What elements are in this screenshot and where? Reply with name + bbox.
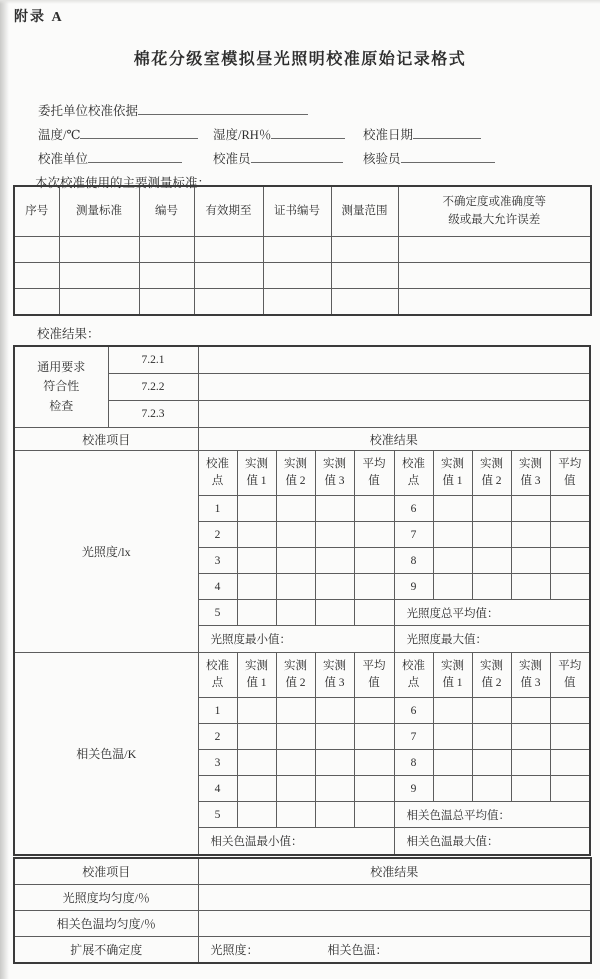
cct-value-cell: [276, 698, 315, 724]
standards-empty-cell: [139, 289, 194, 316]
cct-measure-header: [511, 653, 550, 698]
illuminance-value-cell: [433, 574, 472, 600]
measure-header-text: 校准点: [206, 457, 229, 487]
cal-unit-blank-line: [88, 149, 182, 163]
illuminance-measure-header: [550, 451, 590, 496]
cct-value-cell: [511, 698, 550, 724]
cct-measure-header: [198, 653, 237, 698]
basis-label: 委托单位校准依据: [38, 104, 139, 118]
standards-empty-cell: [59, 237, 139, 263]
illuminance-point-9: 9: [394, 574, 433, 600]
standards-empty-cell: [14, 237, 59, 263]
standards-empty-cell: [194, 237, 263, 263]
general-result-723: [198, 401, 590, 428]
standards-empty-row: [14, 289, 591, 316]
illuminance-value-cell: [315, 600, 354, 626]
illuminance-value-cell: [276, 600, 315, 626]
measure-header-text: 实测值 2: [284, 659, 307, 689]
cct-value-cell: [276, 750, 315, 776]
cct-value-cell: [433, 698, 472, 724]
measure-header-text: 校准点: [402, 457, 425, 487]
general-item-721: 7.2.1: [108, 346, 198, 374]
standards-empty-cell: [194, 289, 263, 316]
standards-empty-cell: [14, 289, 59, 316]
measure-header-text: 校准点: [402, 659, 425, 689]
cct-section-label: 相关色温/K: [14, 653, 198, 856]
general-result-722: [198, 374, 590, 401]
temperature-blank-line: [80, 125, 198, 139]
general-check-row-1: [14, 346, 590, 374]
summary-item-header: 校准项目: [14, 858, 198, 885]
measure-header-text: 实测值 1: [245, 457, 268, 487]
general-result-721: [198, 346, 590, 374]
cct-value-cell: [550, 776, 590, 802]
calibrator-label: 校准员: [213, 152, 251, 166]
cct-point-9: 9: [394, 776, 433, 802]
measure-header-text: 实测值 1: [245, 659, 268, 689]
illuminance-value-cell: [433, 496, 472, 522]
illuminance-point-8: 8: [394, 548, 433, 574]
cct-value-cell: [550, 750, 590, 776]
measure-header-text: 实测值 3: [323, 457, 346, 487]
illuminance-measure-header: [433, 451, 472, 496]
illuminance-measure-header: [315, 451, 354, 496]
calibrator-blank-line: [251, 149, 343, 163]
page-title: 棉花分级室模拟昼光照明校准原始记录格式: [133, 51, 467, 68]
cct-value-cell: [315, 750, 354, 776]
measure-header-text: 实测值 3: [519, 457, 542, 487]
illuminance-value-cell: [354, 548, 394, 574]
col-header-valid-until: 有效期至: [194, 186, 263, 237]
calibration-main-table: [13, 345, 591, 856]
illuminance-value-cell: [550, 522, 590, 548]
scan-edge-artifact-top: [0, 0, 600, 4]
standards-empty-cell: [331, 263, 398, 289]
standards-empty-cell: [398, 237, 591, 263]
measure-header-text: 实测值 2: [480, 457, 503, 487]
humidity-blank-line: [271, 125, 345, 139]
cct-value-cell: [511, 724, 550, 750]
measure-header-text: 实测值 3: [323, 659, 346, 689]
illuminance-section-label: 光照度/lx: [14, 451, 198, 653]
illuminance-value-cell: [237, 522, 276, 548]
illuminance-value-cell: [315, 496, 354, 522]
illuminance-value-cell: [354, 574, 394, 600]
illuminance-total-average-label: 光照度总平均值：: [394, 600, 590, 626]
expanded-uncertainty-row: [14, 937, 591, 964]
cct-value-cell: [315, 776, 354, 802]
illuminance-value-cell: [472, 574, 511, 600]
cct-value-cell: [276, 724, 315, 750]
measure-header-text: 平均值: [362, 659, 386, 689]
col-header-standard: 测量标准: [59, 186, 139, 237]
cct-point-8: 8: [394, 750, 433, 776]
standards-empty-cell: [194, 263, 263, 289]
cct-header-row: [14, 653, 590, 698]
measurement-standards-table: [13, 185, 592, 316]
illuminance-point-5: 5: [198, 600, 237, 626]
appendix-label: 附录 A: [14, 10, 64, 25]
illuminance-value-cell: [237, 496, 276, 522]
measure-header-text: 实测值 2: [480, 659, 503, 689]
cct-measure-header: [354, 653, 394, 698]
cct-measure-header: [315, 653, 354, 698]
general-item-722: 7.2.2: [108, 374, 198, 401]
illuminance-value-cell: [354, 600, 394, 626]
header-info-block: [35, 99, 580, 195]
illuminance-uniformity-label: 光照度均匀度/％: [14, 885, 198, 911]
standards-empty-cell: [14, 263, 59, 289]
cct-value-cell: [276, 776, 315, 802]
illuminance-value-cell: [511, 548, 550, 574]
standards-empty-cell: [398, 263, 591, 289]
standards-empty-cell: [263, 289, 331, 316]
cct-value-cell: [472, 776, 511, 802]
illuminance-measure-header: [198, 451, 237, 496]
standards-note: 本次校准使用的主要测量标准：: [35, 176, 211, 190]
illuminance-point-6: 6: [394, 496, 433, 522]
illuminance-value-cell: [433, 548, 472, 574]
cct-total-average-label: 相关色温总平均值：: [394, 802, 590, 828]
illuminance-measure-header: [511, 451, 550, 496]
standards-empty-cell: [263, 237, 331, 263]
illuminance-value-cell: [472, 548, 511, 574]
standards-empty-cell: [398, 289, 591, 316]
cct-uniformity-value: [198, 911, 591, 937]
illuminance-point-2: 2: [198, 522, 237, 548]
illuminance-value-cell: [433, 522, 472, 548]
cct-value-cell: [472, 724, 511, 750]
cct-measure-header: [276, 653, 315, 698]
col-header-range: 测量范围: [331, 186, 398, 237]
standards-header-row: [14, 186, 591, 237]
measure-header-text: 平均值: [558, 457, 582, 487]
general-item-723: 7.2.3: [108, 401, 198, 428]
cct-value-cell: [237, 724, 276, 750]
cct-value-cell: [237, 802, 276, 828]
basis-row: [38, 99, 580, 123]
illuminance-measure-header: [394, 451, 433, 496]
cct-measure-header: [472, 653, 511, 698]
illuminance-value-cell: [472, 522, 511, 548]
cct-value-cell: [315, 698, 354, 724]
illuminance-value-cell: [354, 522, 394, 548]
standards-empty-cell: [139, 263, 194, 289]
illuminance-value-cell: [237, 574, 276, 600]
measure-header-text: 实测值 3: [519, 659, 542, 689]
cct-value-cell: [354, 776, 394, 802]
cct-point-5: 5: [198, 802, 237, 828]
calibration-results-label: 校准结果：: [37, 327, 100, 341]
cal-date-blank-line: [413, 125, 481, 139]
cct-value-cell: [472, 698, 511, 724]
illuminance-measure-header: [237, 451, 276, 496]
expanded-uncertainty-label: 扩展不确定度: [14, 937, 198, 964]
standards-empty-row: [14, 237, 591, 263]
measure-header-text: 平均值: [362, 457, 386, 487]
illuminance-value-cell: [511, 496, 550, 522]
illuminance-value-cell: [472, 496, 511, 522]
illuminance-value-cell: [511, 574, 550, 600]
illuminance-point-4: 4: [198, 574, 237, 600]
conditions-row: [38, 123, 580, 147]
illuminance-value-cell: [276, 574, 315, 600]
cct-measure-header: [237, 653, 276, 698]
illuminance-point-1: 1: [198, 496, 237, 522]
illuminance-measure-header: [354, 451, 394, 496]
illuminance-value-cell: [315, 522, 354, 548]
cct-value-cell: [550, 698, 590, 724]
standards-empty-cell: [59, 289, 139, 316]
cct-value-cell: [354, 750, 394, 776]
measure-header-text: 实测值 1: [441, 457, 464, 487]
illuminance-value-cell: [550, 574, 590, 600]
cct-value-cell: [472, 750, 511, 776]
cct-point-2: 2: [198, 724, 237, 750]
cal-date-label: 校准日期: [363, 128, 414, 142]
cct-point-1: 1: [198, 698, 237, 724]
illuminance-value-cell: [354, 496, 394, 522]
summary-table: [13, 857, 592, 964]
humidity-label: 湿度/RH％: [213, 128, 272, 142]
expanded-uncertainty-values: [198, 937, 591, 964]
summary-header-row: [14, 858, 591, 885]
cct-point-6: 6: [394, 698, 433, 724]
cct-min-label: 相关色温最小值：: [198, 828, 394, 856]
cct-value-cell: [511, 750, 550, 776]
cct-measure-header: [394, 653, 433, 698]
standards-empty-cell: [331, 237, 398, 263]
illuminance-header-row: [14, 451, 590, 496]
scan-edge-artifact: [0, 0, 9, 979]
illuminance-value-cell: [276, 548, 315, 574]
cct-value-cell: [354, 724, 394, 750]
verifier-label: 核验员: [363, 152, 401, 166]
illuminance-value-cell: [550, 496, 590, 522]
general-check-label: 通用要求 符合性 检查: [14, 346, 108, 428]
cct-value-cell: [511, 776, 550, 802]
illuminance-point-7: 7: [394, 522, 433, 548]
result-header: 校准结果: [198, 428, 590, 451]
illuminance-value-cell: [276, 496, 315, 522]
cct-uniformity-row: [14, 911, 591, 937]
cct-value-cell: [315, 802, 354, 828]
standards-empty-cell: [331, 289, 398, 316]
cct-max-label: 相关色温最大值：: [394, 828, 590, 856]
measure-header-text: 平均值: [558, 659, 582, 689]
uncertainty-cct-label: 相关色温：: [327, 943, 388, 957]
illuminance-value-cell: [276, 522, 315, 548]
cct-measure-header: [550, 653, 590, 698]
illuminance-measure-header: [276, 451, 315, 496]
illuminance-value-cell: [315, 548, 354, 574]
col-header-uncertainty: 不确定度或准确度等级或最大允许误差: [398, 186, 591, 237]
measure-header-text: 实测值 2: [284, 457, 307, 487]
illuminance-value-cell: [511, 522, 550, 548]
cct-value-cell: [550, 724, 590, 750]
cct-uniformity-label: 相关色温均匀度/％: [14, 911, 198, 937]
personnel-row: [38, 147, 580, 171]
cct-value-cell: [433, 724, 472, 750]
item-header: 校准项目: [14, 428, 198, 451]
illuminance-point-3: 3: [198, 548, 237, 574]
cct-point-7: 7: [394, 724, 433, 750]
standards-empty-cell: [139, 237, 194, 263]
illuminance-value-cell: [237, 548, 276, 574]
cct-value-cell: [237, 698, 276, 724]
verifier-blank-line: [401, 149, 495, 163]
cct-measure-header: [433, 653, 472, 698]
col-header-number: 编号: [139, 186, 194, 237]
cct-value-cell: [237, 776, 276, 802]
col-header-seq: 序号: [14, 186, 59, 237]
illuminance-measure-header: [472, 451, 511, 496]
cct-point-3: 3: [198, 750, 237, 776]
illuminance-max-label: 光照度最大值：: [394, 626, 590, 653]
cct-value-cell: [433, 776, 472, 802]
illuminance-value-cell: [315, 574, 354, 600]
standards-empty-cell: [263, 263, 331, 289]
illuminance-value-cell: [237, 600, 276, 626]
standards-empty-cell: [59, 263, 139, 289]
cct-point-4: 4: [198, 776, 237, 802]
uncertainty-illuminance-label: 光照度：: [210, 943, 259, 957]
standards-empty-row: [14, 263, 591, 289]
measure-header-text: 校准点: [206, 659, 229, 689]
cal-unit-label: 校准单位: [38, 152, 89, 166]
illuminance-uniformity-value: [198, 885, 591, 911]
cct-value-cell: [276, 802, 315, 828]
cct-value-cell: [354, 802, 394, 828]
temperature-label: 温度/℃: [38, 128, 81, 142]
cct-value-cell: [433, 750, 472, 776]
basis-blank-line: [138, 101, 308, 115]
cct-value-cell: [237, 750, 276, 776]
illuminance-uniformity-row: [14, 885, 591, 911]
cct-value-cell: [315, 724, 354, 750]
summary-result-header: 校准结果: [198, 858, 591, 885]
illuminance-value-cell: [550, 548, 590, 574]
item-header-row: [14, 428, 590, 451]
cct-value-cell: [354, 698, 394, 724]
col-header-certificate: 证书编号: [263, 186, 331, 237]
illuminance-min-label: 光照度最小值：: [198, 626, 394, 653]
measure-header-text: 实测值 1: [441, 659, 464, 689]
